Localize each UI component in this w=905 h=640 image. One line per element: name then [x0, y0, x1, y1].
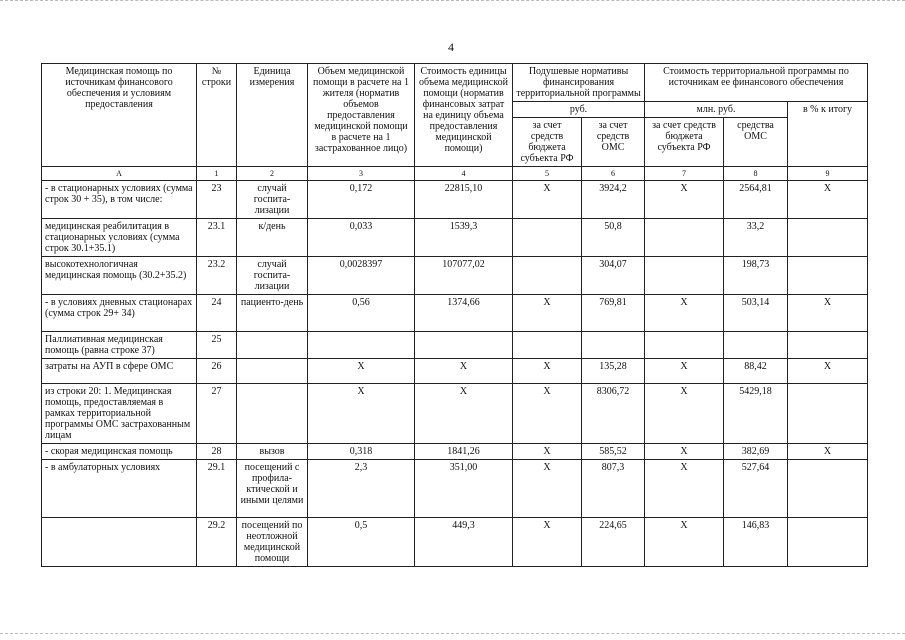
- row-number-cell: 23.2: [197, 257, 237, 295]
- index-cell: А: [42, 167, 197, 181]
- unit-cell: вызов: [237, 444, 308, 460]
- unit-cost-cell: X: [415, 384, 513, 444]
- row-label-cell: - в условиях дневных стационарах (сумма строк 29+ 34): [42, 295, 197, 332]
- oms-per-capita-cell: 807,3: [582, 460, 645, 518]
- table-row: [42, 295, 868, 332]
- budget-per-capita-cell: [513, 219, 582, 257]
- row-label-cell: Паллиативная медицинская помощь (равна строке 37): [42, 332, 197, 359]
- row-label-cell: из строки 20: 1. Медицинская помощь, предоставляемая в рамках территориальной программы ОМС застрахованным лицам: [42, 384, 197, 444]
- table-row: [42, 181, 868, 219]
- header-col-1: № строки: [197, 64, 237, 167]
- row-label-cell: [42, 518, 197, 567]
- oms-total-cell: 88,42: [724, 359, 788, 384]
- percent-cell: [788, 332, 868, 359]
- index-cell: 3: [308, 167, 415, 181]
- row-number-cell: 24: [197, 295, 237, 332]
- unit-cell: посещений с профила-ктической и иными целями: [237, 460, 308, 518]
- oms-total-cell: 5429,18: [724, 384, 788, 444]
- budget-total-cell: X: [645, 444, 724, 460]
- header-col-4: Стоимость единицы объема медицинской помощи (норматив финансовых затрат на единицу объема предоставления медицинской помощи): [415, 64, 513, 167]
- oms-per-capita-cell: 8306,72: [582, 384, 645, 444]
- percent-cell: X: [788, 444, 868, 460]
- header-row-1: [42, 64, 868, 102]
- row-number-cell: 27: [197, 384, 237, 444]
- oms-total-cell: 382,69: [724, 444, 788, 460]
- row-number-cell: 29.2: [197, 518, 237, 567]
- unit-cell: [237, 332, 308, 359]
- row-number-cell: 26: [197, 359, 237, 384]
- budget-total-cell: [645, 257, 724, 295]
- row-label-cell: высокотехнологичная медицинская помощь (30.2+35.2): [42, 257, 197, 295]
- header-col-3: Объем медицинской помощи в расчете на 1 жителя (норматив объемов предоставления медицинской помощи в расчете на 1 застрахованное лицо): [308, 64, 415, 167]
- unit-cost-cell: 449,3: [415, 518, 513, 567]
- unit-cell: случай госпита-лизации: [237, 257, 308, 295]
- percent-cell: [788, 219, 868, 257]
- budget-per-capita-cell: [513, 332, 582, 359]
- percent-cell: X: [788, 359, 868, 384]
- row-label-cell: - в стационарных условиях (сумма строк 30 + 35), в том числе:: [42, 181, 197, 219]
- row-number-cell: 28: [197, 444, 237, 460]
- percent-cell: X: [788, 181, 868, 219]
- table-row: [42, 359, 868, 384]
- index-cell: 5: [513, 167, 582, 181]
- oms-per-capita-cell: 769,81: [582, 295, 645, 332]
- volume-cell: X: [308, 384, 415, 444]
- index-cell: 4: [415, 167, 513, 181]
- unit-cost-cell: 351,00: [415, 460, 513, 518]
- index-cell: 6: [582, 167, 645, 181]
- header-group-total: Стоимость территориальной программы по источникам ее финансового обеспечения: [645, 64, 868, 102]
- row-label-cell: медицинская реабилитация в стационарных условиях (сумма строк 30.1+35.1): [42, 219, 197, 257]
- scan-edge-top: [0, 0, 905, 3]
- table-row: [42, 444, 868, 460]
- unit-cell: посещений по неотложной медицинской помощи: [237, 518, 308, 567]
- table-row: [42, 257, 868, 295]
- header-col-5: за счет средств бюджета субъекта РФ: [513, 118, 582, 167]
- unit-cell: к/день: [237, 219, 308, 257]
- oms-total-cell: 527,64: [724, 460, 788, 518]
- volume-cell: 0,033: [308, 219, 415, 257]
- unit-cost-cell: [415, 332, 513, 359]
- oms-per-capita-cell: 585,52: [582, 444, 645, 460]
- budget-total-cell: X: [645, 181, 724, 219]
- percent-cell: [788, 518, 868, 567]
- program-cost-table: [41, 63, 868, 567]
- budget-per-capita-cell: [513, 257, 582, 295]
- budget-per-capita-cell: X: [513, 359, 582, 384]
- volume-cell: 0,172: [308, 181, 415, 219]
- budget-per-capita-cell: X: [513, 460, 582, 518]
- row-number-cell: 25: [197, 332, 237, 359]
- header-col-a: Медицинская помощь по источникам финансового обеспечения и условиям предоставления: [42, 64, 197, 167]
- budget-per-capita-cell: X: [513, 295, 582, 332]
- header-mln-rub: млн. руб.: [645, 102, 788, 118]
- oms-per-capita-cell: 135,28: [582, 359, 645, 384]
- volume-cell: X: [308, 359, 415, 384]
- row-number-cell: 23.1: [197, 219, 237, 257]
- oms-total-cell: [724, 332, 788, 359]
- header-col-7: за счет средств бюджета субъекта РФ: [645, 118, 724, 167]
- table-row: [42, 219, 868, 257]
- header-col-8: средства ОМС: [724, 118, 788, 167]
- budget-per-capita-cell: X: [513, 518, 582, 567]
- budget-total-cell: X: [645, 384, 724, 444]
- oms-total-cell: 146,83: [724, 518, 788, 567]
- row-number-cell: 29.1: [197, 460, 237, 518]
- unit-cost-cell: 1539,3: [415, 219, 513, 257]
- table-row: [42, 332, 868, 359]
- oms-total-cell: 503,14: [724, 295, 788, 332]
- budget-total-cell: [645, 332, 724, 359]
- budget-total-cell: X: [645, 460, 724, 518]
- volume-cell: 0,318: [308, 444, 415, 460]
- volume-cell: 2,3: [308, 460, 415, 518]
- header-group-per-capita: Подушевые нормативы финансирования территориальной программы: [513, 64, 645, 102]
- unit-cell: пациенто-день: [237, 295, 308, 332]
- budget-total-cell: X: [645, 359, 724, 384]
- volume-cell: [308, 332, 415, 359]
- volume-cell: 0,5: [308, 518, 415, 567]
- table-row: [42, 518, 868, 567]
- unit-cost-cell: 22815,10: [415, 181, 513, 219]
- unit-cell: [237, 359, 308, 384]
- oms-per-capita-cell: 304,07: [582, 257, 645, 295]
- percent-cell: [788, 384, 868, 444]
- table-row: [42, 384, 868, 444]
- unit-cell: случай госпита-лизации: [237, 181, 308, 219]
- row-label-cell: - скорая медицинская помощь: [42, 444, 197, 460]
- budget-per-capita-cell: X: [513, 181, 582, 219]
- column-index-row: [42, 167, 868, 181]
- budget-per-capita-cell: X: [513, 444, 582, 460]
- unit-cost-cell: 1374,66: [415, 295, 513, 332]
- page-number: 4: [448, 40, 454, 54]
- percent-cell: [788, 257, 868, 295]
- budget-total-cell: X: [645, 295, 724, 332]
- percent-cell: [788, 460, 868, 518]
- scan-edge-bottom: [0, 633, 905, 636]
- index-cell: 7: [645, 167, 724, 181]
- unit-cost-cell: 107077,02: [415, 257, 513, 295]
- header-rub: руб.: [513, 102, 645, 118]
- header-col-2: Единица измерения: [237, 64, 308, 167]
- budget-per-capita-cell: X: [513, 384, 582, 444]
- oms-per-capita-cell: 224,65: [582, 518, 645, 567]
- unit-cell: [237, 384, 308, 444]
- oms-total-cell: 2564,81: [724, 181, 788, 219]
- row-label-cell: затраты на АУП в сфере ОМС: [42, 359, 197, 384]
- unit-cost-cell: 1841,26: [415, 444, 513, 460]
- oms-per-capita-cell: 50,8: [582, 219, 645, 257]
- volume-cell: 0,56: [308, 295, 415, 332]
- header-col-6: за счет средств ОМС: [582, 118, 645, 167]
- oms-per-capita-cell: 3924,2: [582, 181, 645, 219]
- index-cell: 1: [197, 167, 237, 181]
- percent-cell: X: [788, 295, 868, 332]
- row-number-cell: 23: [197, 181, 237, 219]
- header-col-9: в % к итогу: [788, 102, 868, 167]
- oms-total-cell: 33,2: [724, 219, 788, 257]
- budget-total-cell: X: [645, 518, 724, 567]
- oms-total-cell: 198,73: [724, 257, 788, 295]
- oms-per-capita-cell: [582, 332, 645, 359]
- row-label-cell: - в амбулаторных условиях: [42, 460, 197, 518]
- budget-total-cell: [645, 219, 724, 257]
- index-cell: 8: [724, 167, 788, 181]
- index-cell: 2: [237, 167, 308, 181]
- table-row: [42, 460, 868, 518]
- index-cell: 9: [788, 167, 868, 181]
- unit-cost-cell: X: [415, 359, 513, 384]
- volume-cell: 0,0028397: [308, 257, 415, 295]
